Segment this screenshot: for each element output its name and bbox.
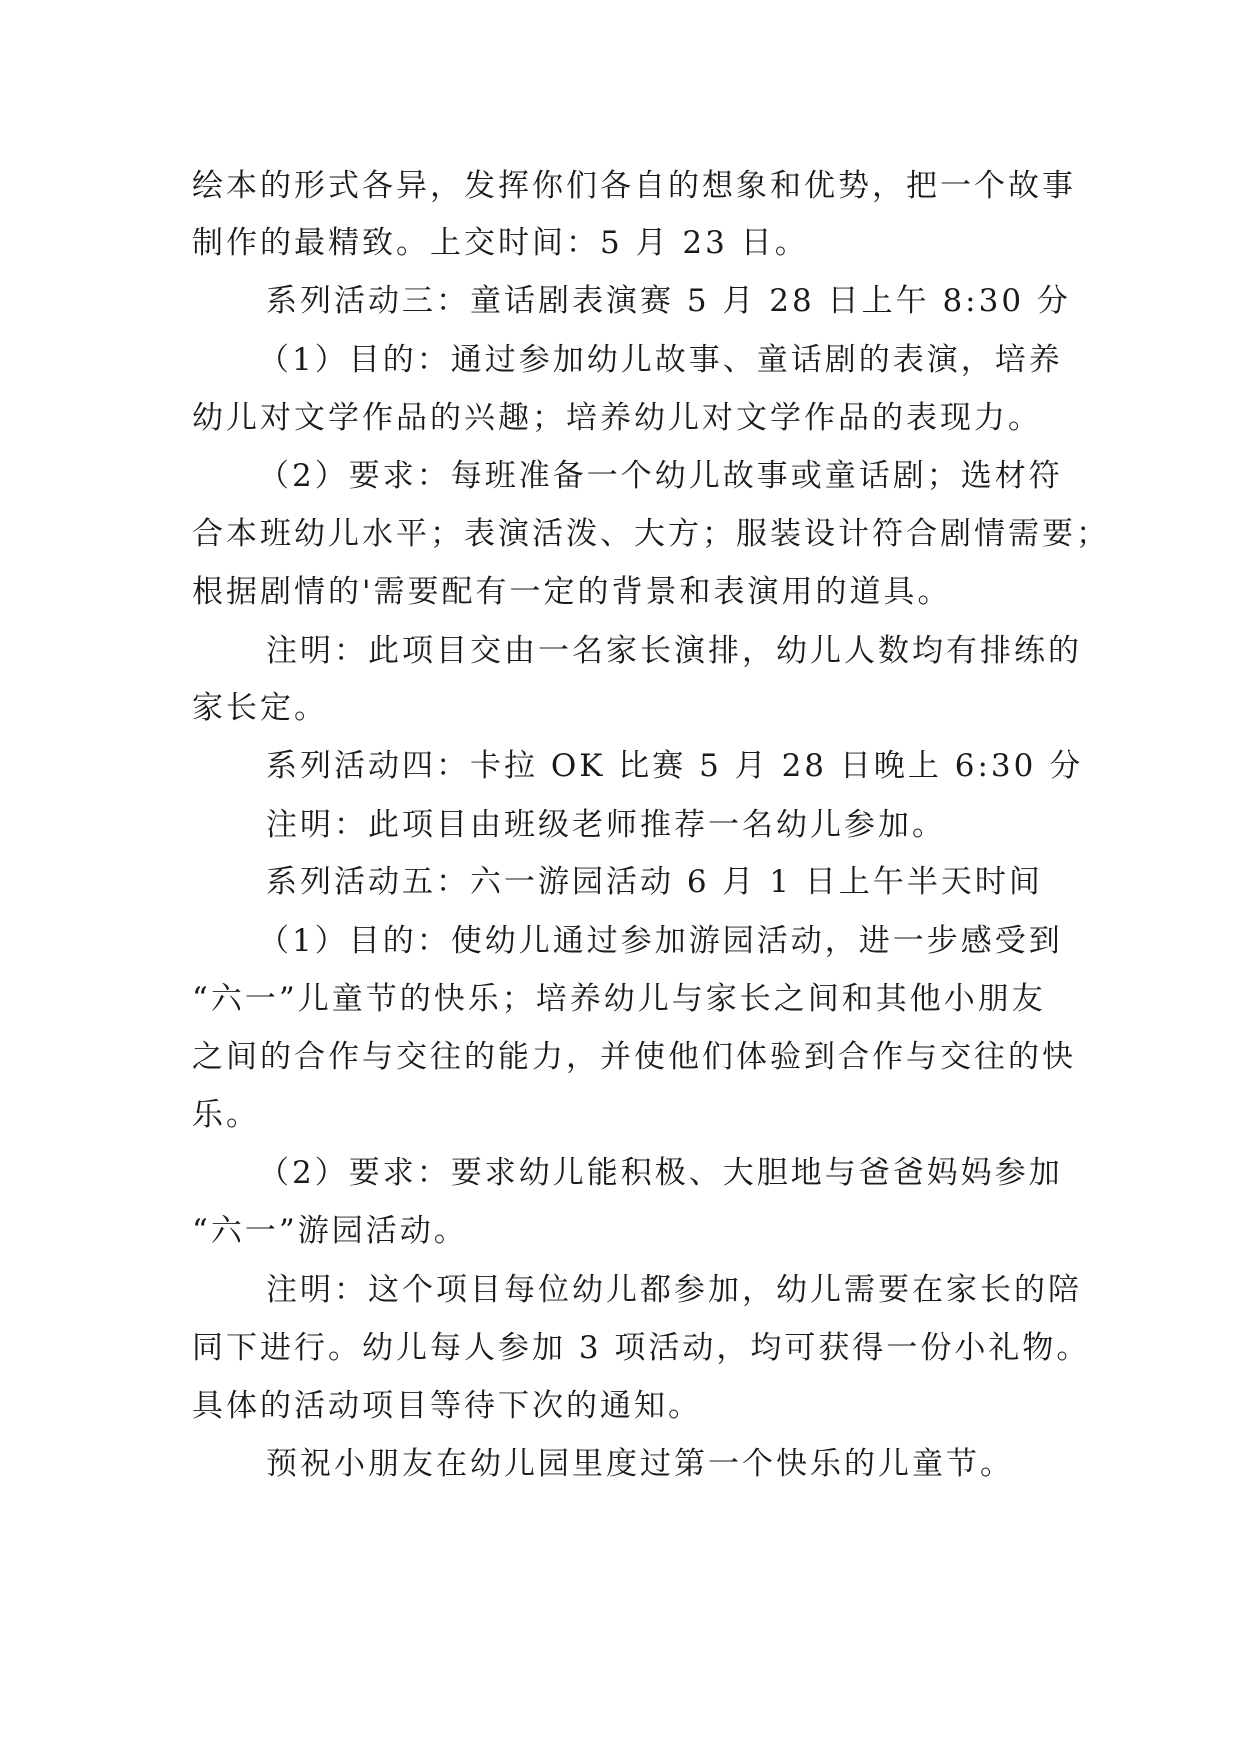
text-line: （2）要求：每班准备一个幼儿故事或童话剧；选材符 <box>258 458 1063 494</box>
text-line: 乐。 <box>192 1097 260 1133</box>
text-line: 根据剧情的'需要配有一定的背景和表演用的道具。 <box>192 574 952 610</box>
text-line: 同下进行。幼儿每人参加 3 项活动，均可获得一份小礼物。 <box>192 1330 1091 1366</box>
text-line: 具体的活动项目等待下次的通知。 <box>192 1388 702 1424</box>
activity-four-heading: 系列活动四：卡拉 OK 比赛 5 月 28 日晚上 6:30 分 <box>266 748 1084 784</box>
text-line: （2）要求：要求幼儿能积极、大胆地与爸爸妈妈参加 <box>258 1155 1063 1191</box>
text-line: “六一”儿童节的快乐；培养幼儿与家长之间和其他小朋友 <box>192 981 1046 1017</box>
note-line: 注明：这个项目每位幼儿都参加，幼儿需要在家长的陪 <box>266 1272 1082 1308</box>
text-line: 之间的合作与交往的能力，并使他们体验到合作与交往的快 <box>192 1039 1076 1075</box>
text-line: （1）目的：使幼儿通过参加游园活动，进一步感受到 <box>258 923 1063 959</box>
text-line: （1）目的：通过参加幼儿故事、童话剧的表演，培养 <box>258 342 1063 378</box>
text-line: 绘本的形式各异，发挥你们各自的想象和优势，把一个故事 <box>192 168 1076 204</box>
note-line: 注明：此项目由班级老师推荐一名幼儿参加。 <box>266 807 946 843</box>
text-line: 合本班幼儿水平；表演活泼、大方；服装设计符合剧情需要； <box>192 516 1110 552</box>
activity-five-heading: 系列活动五：六一游园活动 6 月 1 日上午半天时间 <box>266 864 1043 900</box>
text-line: 家长定。 <box>192 690 328 726</box>
activity-three-heading: 系列活动三：童话剧表演赛 5 月 28 日上午 8:30 分 <box>266 283 1071 319</box>
text-line: 幼儿对文学作品的兴趣；培养幼儿对文学作品的表现力。 <box>192 400 1042 436</box>
text-line: “六一”游园活动。 <box>192 1213 468 1249</box>
note-line: 注明：此项目交由一名家长演排，幼儿人数均有排练的 <box>266 633 1082 669</box>
text-line: 制作的最精致。上交时间：5 月 23 日。 <box>192 225 809 261</box>
closing-line: 预祝小朋友在幼儿园里度过第一个快乐的儿童节。 <box>266 1446 1014 1482</box>
